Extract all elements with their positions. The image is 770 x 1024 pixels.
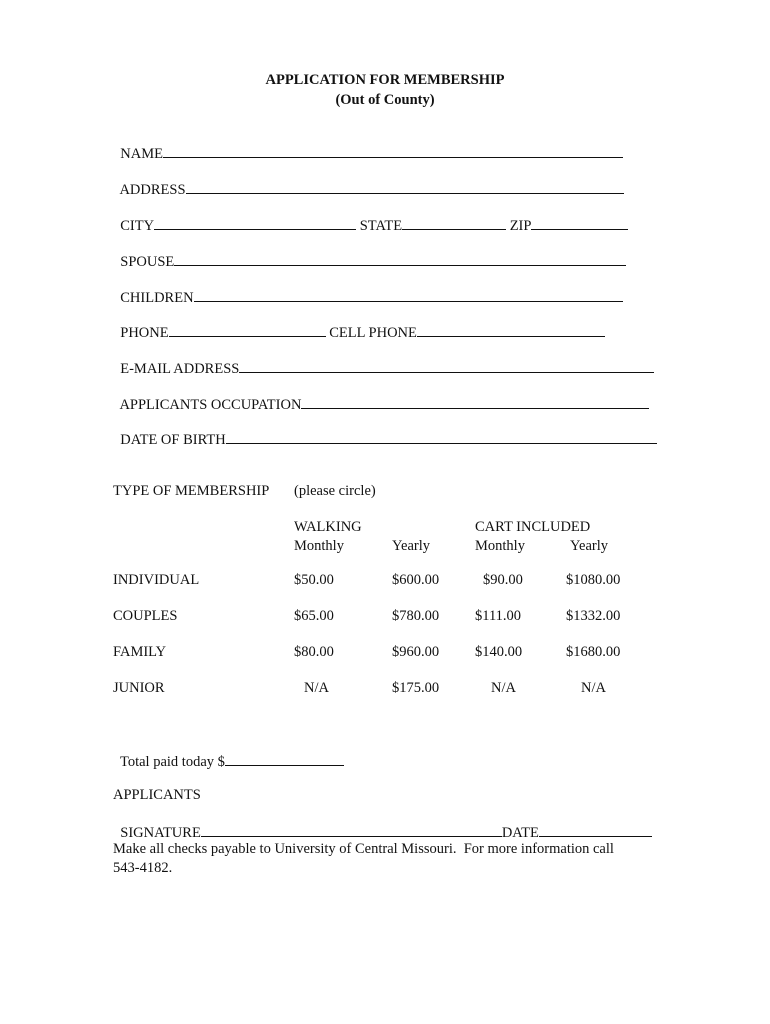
signature-row: [113, 805, 652, 842]
date-line[interactable]: [539, 822, 652, 837]
spouse-line[interactable]: [174, 251, 626, 266]
cell-phone-label: CELL PHONE: [329, 325, 417, 341]
cart-monthly-header: Monthly: [475, 538, 525, 554]
walk-yearly-price[interactable]: $960.00: [392, 644, 440, 660]
cart-yearly-price[interactable]: N/A: [581, 680, 606, 696]
address-line[interactable]: [186, 179, 624, 194]
name-field[interactable]: [113, 126, 623, 163]
cart-yearly-header: Yearly: [570, 538, 608, 554]
address-field[interactable]: [113, 162, 624, 199]
children-label: CHILDREN: [120, 290, 194, 306]
spouse-field[interactable]: [113, 234, 626, 271]
dob-label: DATE OF BIRTH: [120, 432, 226, 448]
phone-label: PHONE: [120, 325, 169, 341]
walk-monthly-price[interactable]: $80.00: [294, 644, 334, 660]
applicants-label: APPLICANTS: [113, 787, 201, 803]
occupation-line[interactable]: [301, 394, 649, 409]
cart-monthly-price[interactable]: N/A: [491, 680, 516, 696]
cart-yearly-price[interactable]: $1680.00: [566, 644, 621, 660]
total-paid-label: Total paid today $: [120, 754, 225, 770]
name-line[interactable]: [163, 143, 623, 158]
city-state-zip-row: [113, 198, 628, 235]
city-line[interactable]: [154, 215, 356, 230]
footer-note-line2: 543-4182.: [113, 860, 173, 876]
row-type: JUNIOR: [113, 680, 165, 696]
cart-monthly-price[interactable]: $111.00: [475, 608, 522, 624]
zip-line[interactable]: [531, 215, 628, 230]
dob-line[interactable]: [226, 429, 657, 444]
please-circle-instruction: (please circle): [294, 483, 376, 499]
cart-monthly-price[interactable]: $140.00: [475, 644, 523, 660]
walking-header: WALKING: [294, 519, 362, 535]
cell-phone-line[interactable]: [417, 322, 605, 337]
occupation-field[interactable]: [113, 377, 649, 414]
phone-row: [113, 305, 605, 342]
signature-label: SIGNATURE: [120, 825, 201, 841]
cart-included-header: CART INCLUDED: [475, 519, 591, 535]
spouse-label: SPOUSE: [120, 254, 175, 270]
email-line[interactable]: [239, 358, 654, 373]
dob-field[interactable]: [113, 412, 657, 449]
walk-yearly-price[interactable]: $600.00: [392, 572, 440, 588]
walk-yearly-price[interactable]: $780.00: [392, 608, 440, 624]
cart-yearly-price[interactable]: $1332.00: [566, 608, 621, 624]
zip-label: ZIP: [509, 218, 532, 234]
phone-line[interactable]: [169, 322, 326, 337]
signature-line[interactable]: [201, 822, 502, 837]
walking-monthly-header: Monthly: [294, 538, 344, 554]
state-line[interactable]: [402, 215, 506, 230]
email-field[interactable]: [113, 341, 654, 378]
cart-yearly-price[interactable]: $1080.00: [566, 572, 621, 588]
form-title: APPLICATION FOR MEMBERSHIP: [265, 72, 505, 88]
walk-monthly-price[interactable]: $50.00: [294, 572, 334, 588]
row-type: COUPLES: [113, 608, 178, 624]
state-label: STATE: [359, 218, 403, 234]
date-label: DATE: [501, 825, 539, 841]
city-label: CITY: [120, 218, 155, 234]
footer-note-line1: Make all checks payable to University of Central Missouri. For more information call: [113, 841, 614, 857]
walk-monthly-price[interactable]: $65.00: [294, 608, 334, 624]
walk-monthly-price[interactable]: N/A: [304, 680, 329, 696]
total-paid-field[interactable]: [113, 734, 344, 771]
row-type: FAMILY: [113, 644, 167, 660]
walking-yearly-header: Yearly: [392, 538, 430, 554]
walk-yearly-price[interactable]: $175.00: [392, 680, 440, 696]
name-label: NAME: [120, 146, 163, 162]
form-subtitle: (Out of County): [335, 92, 435, 108]
occupation-label: APPLICANTS OCCUPATION: [119, 397, 302, 413]
row-type: INDIVIDUAL: [113, 572, 200, 588]
email-label: E-MAIL ADDRESS: [120, 361, 240, 377]
total-paid-line[interactable]: [225, 751, 344, 766]
children-line[interactable]: [194, 287, 623, 302]
address-label: ADDRESS: [119, 182, 186, 198]
children-field[interactable]: [113, 270, 623, 307]
cart-monthly-price[interactable]: $90.00: [483, 572, 523, 588]
membership-type-label: TYPE OF MEMBERSHIP: [113, 483, 270, 499]
